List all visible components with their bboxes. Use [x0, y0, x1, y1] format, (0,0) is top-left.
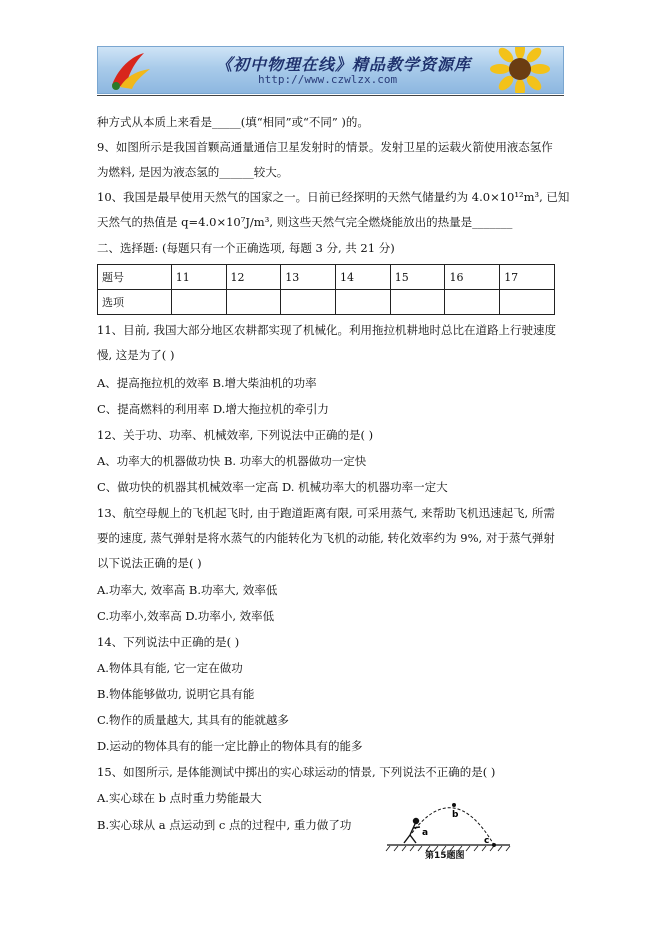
- question-10-line-2: 天然气的热值是 q=4.0×10⁷J/m³, 则这些天然气完全燃烧能放出的热量是_______: [97, 215, 513, 229]
- question-14-option-d: D.运动的物体具有的能一定比静止的物体具有的能多: [97, 739, 363, 753]
- table-row: [98, 265, 555, 290]
- table-cell: 题号: [98, 265, 172, 290]
- text-line: 种方式从本质上来看是_____(填“相同”或“不同” )的。: [97, 115, 369, 129]
- answer-cell[interactable]: [500, 290, 555, 315]
- table-cell: 17: [500, 265, 555, 290]
- question-15-option-b: B.实心球从 a 点运动到 c 点的过程中, 重力做了功: [97, 818, 352, 832]
- point-b-label: b: [452, 810, 459, 820]
- question-9-line-2: 为燃料, 是因为液态氢的______较大。: [97, 165, 289, 179]
- question-12-stem: 12、关于功、功率、机械效率, 下列说法中正确的是( ): [97, 428, 374, 442]
- question-13-line-2: 要的速度, 蒸气弹射是将水蒸气的内能转化为飞机的动能, 转化效率约为 9%, 对于蒸气弹射: [97, 531, 555, 545]
- table-cell: 选项: [98, 290, 172, 315]
- answer-cell[interactable]: [226, 290, 281, 315]
- question-13-options-ab: A.功率大, 效率高 B.功率大, 效率低: [97, 583, 278, 597]
- question-13-line-1: 13、航空母舰上的飞机起飞时, 由于跑道距离有限, 可采用蒸气, 来帮助飞机迅速起飞, 所需: [97, 506, 555, 520]
- question-15-stem: 15、如图所示, 是体能测试中掷出的实心球运动的情景, 下列说法不正确的是( ): [97, 765, 496, 779]
- question-14-option-a: A.物体具有能, 它一定在做功: [97, 661, 243, 675]
- answer-cell[interactable]: [445, 290, 500, 315]
- question-11-options-cd: C、提高燃料的利用率 D.增大拖拉机的牵引力: [97, 402, 329, 416]
- question-13-options-cd: C.功率小,效率高 D.功率小, 效率低: [97, 609, 275, 623]
- question-12-options-cd: C、做功快的机器其机械效率一定高 D. 机械功率大的机器功率一定大: [97, 480, 448, 494]
- answer-table: [97, 264, 555, 315]
- question-9-line-1: 9、如图所示是我国首颗高通量通信卫星发射时的情景。发射卫星的运载火箭使用液态氢作: [97, 140, 553, 154]
- table-cell: 11: [171, 265, 226, 290]
- table-cell: 15: [390, 265, 445, 290]
- section-heading: 二、选择题: (每题只有一个正确选项, 每题 3 分, 共 21 分): [97, 241, 395, 255]
- question-10-line-1: 10、我国是最早使用天然气的国家之一。日前已经探明的天然气储量约为 4.0×10¹²m³, 已知: [97, 190, 570, 204]
- answer-cell[interactable]: [281, 290, 336, 315]
- question-14-option-c: C.物作的质量越大, 其具有的能就越多: [97, 713, 289, 727]
- table-cell: 16: [445, 265, 500, 290]
- question-11-options-ab: A、提高拖拉机的效率 B.增大柴油机的功率: [97, 376, 317, 390]
- question-11-line-1: 11、目前, 我国大部分地区农耕都实现了机械化。利用拖拉机耕地时总比在道路上行驶速度: [97, 323, 556, 337]
- question-14-option-b: B.物体能够做功, 说明它具有能: [97, 687, 255, 701]
- question-13-line-3: 以下说法正确的是( ): [97, 556, 202, 570]
- header-banner: [97, 46, 564, 94]
- answer-cell[interactable]: [390, 290, 445, 315]
- banner-url: http://www.czwlzx.com: [258, 73, 398, 86]
- point-a-label: a: [422, 828, 429, 838]
- table-cell: 12: [226, 265, 281, 290]
- sunflower-icon: [485, 46, 555, 94]
- site-logo-icon: [104, 49, 156, 91]
- thrower-figure: [404, 819, 420, 844]
- answer-cell[interactable]: [171, 290, 226, 315]
- question-14-stem: 14、下列说法中正确的是( ): [97, 635, 240, 649]
- question-11-line-2: 慢, 这是为了( ): [97, 348, 175, 362]
- banner-title: 《初中物理在线》精品教学资源库: [216, 55, 472, 74]
- question-12-options-ab: A、功率大的机器做功快 B. 功率大的机器做功一定快: [97, 454, 367, 468]
- table-row: [98, 290, 555, 315]
- table-cell: 13: [281, 265, 336, 290]
- table-cell: 14: [335, 265, 390, 290]
- answer-cell[interactable]: [335, 290, 390, 315]
- figure-caption: 第15题图: [425, 851, 465, 861]
- point-c-label: c: [484, 836, 490, 846]
- question-15-option-a: A.实心球在 b 点时重力势能最大: [97, 791, 262, 805]
- header-rule: [97, 95, 564, 96]
